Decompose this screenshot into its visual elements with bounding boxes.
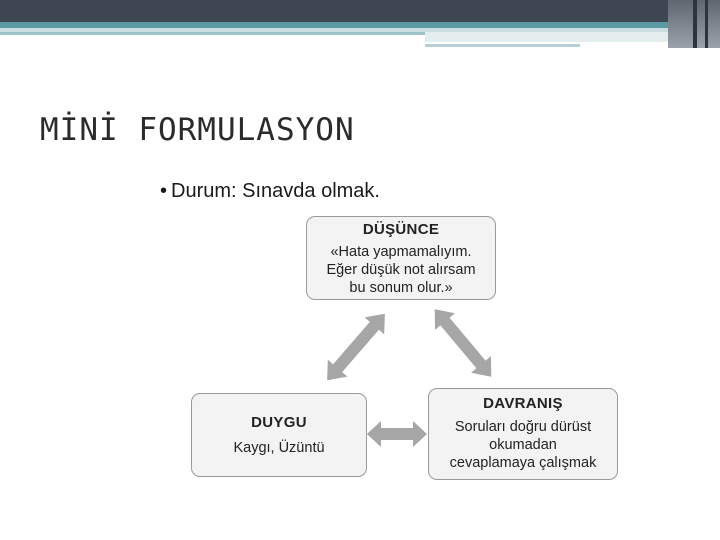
behavior-line: okumadan bbox=[489, 437, 557, 453]
feeling-box bbox=[191, 393, 367, 477]
behavior-title: DAVRANIŞ bbox=[483, 395, 563, 412]
header-bar-accent bbox=[0, 32, 430, 35]
behavior-box bbox=[428, 388, 618, 480]
thought-box bbox=[306, 216, 496, 300]
header-bar-accent bbox=[425, 32, 670, 42]
slide-title: MİNİ FORMULASYON bbox=[40, 112, 355, 148]
thought-line: bu sonum olur.» bbox=[349, 280, 453, 296]
header-decoration bbox=[0, 0, 720, 50]
double-arrow-icon bbox=[367, 421, 427, 447]
thought-line: Eğer düşük not alırsam bbox=[326, 262, 476, 278]
double-arrow-icon bbox=[425, 301, 501, 385]
header-bar-accent bbox=[425, 44, 580, 47]
double-arrow-icon bbox=[317, 305, 394, 388]
header-corner-stripe bbox=[693, 0, 697, 48]
behavior-line: Soruları doğru dürüst bbox=[454, 419, 592, 435]
cbt-mini-formulation-diagram bbox=[160, 178, 630, 493]
thought-line: «Hata yapmamalıyım. bbox=[330, 244, 472, 260]
header-bar-dark bbox=[0, 0, 720, 22]
situation-text: Durum: Sınavda olmak. bbox=[171, 180, 380, 202]
behavior-line: cevaplamaya çalışmak bbox=[449, 455, 597, 471]
feeling-line: Kaygı, Üzüntü bbox=[233, 440, 325, 456]
thought-title: DÜŞÜNCE bbox=[362, 221, 440, 238]
feeling-title: DUYGU bbox=[251, 414, 307, 431]
bullet-icon: • bbox=[160, 180, 168, 202]
header-corner-stripe bbox=[705, 0, 708, 48]
